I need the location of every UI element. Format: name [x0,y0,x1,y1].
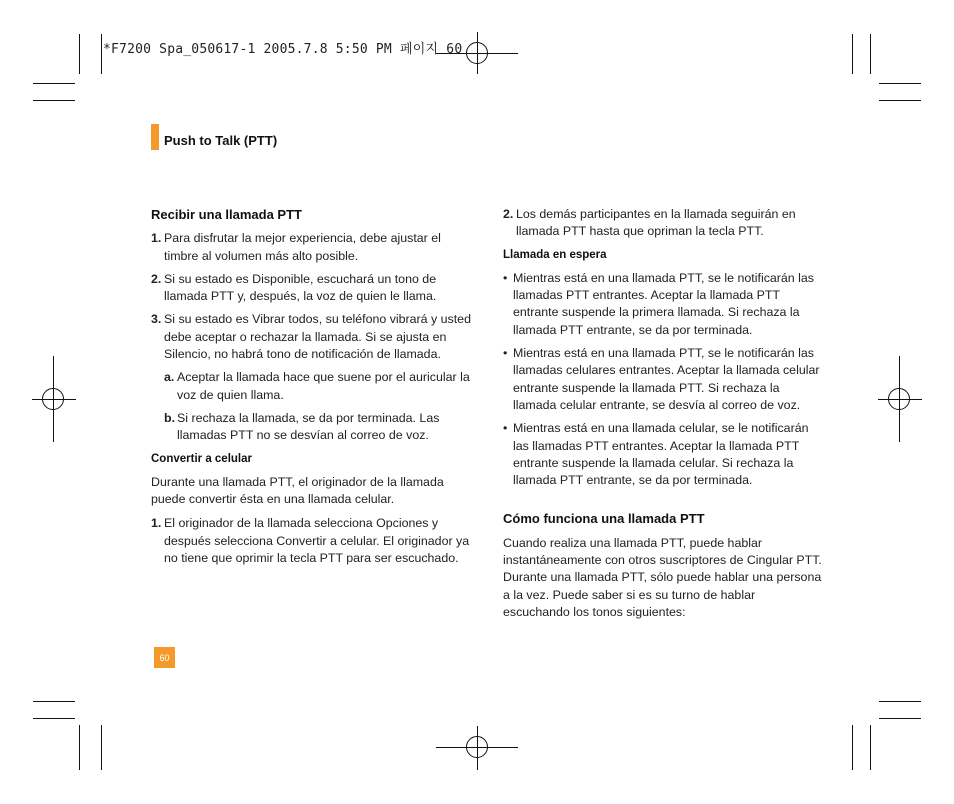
registration-circle [466,736,488,758]
item-number: 2. [151,271,162,286]
paragraph-como-funciona: Cuando realiza una llamada PTT, puede hablar instantáneamente con otros suscriptores de Cingular PTT. Durante una llamada PTT, sólo puede hablar una persona a la vez. Puede saber si es su turno de hablar escuchando los tonos siguientes: [503,535,822,619]
paragraph-convertir: Durante una llamada PTT, el originador de la llamada puede convertir ésta en una llamada celular. [151,474,444,507]
left-column [151,206,471,573]
bullet-text: Mientras está en una llamada PTT, se le notificarán las llamadas PTT entrantes. Aceptar la llamada PTT entrante suspende la primera llamada. Si rechaza la llamada PTT entrante, se da por terminada. [513,270,814,337]
section-marker [151,124,159,150]
subheading-llamada-en-espera: Llamada en espera [503,248,607,261]
item-text: Aceptar la llamada hace que suene por el auricular la voz de quien llama. [177,370,470,402]
list-item [151,230,471,265]
item-text: Si rechaza la llamada, se da por terminada. Las llamadas PTT no se desvían al correo de voz. [177,410,440,443]
item-text: Si su estado es Vibrar todos, su teléfono vibrará y usted debe aceptar o rechazar la llamada. Si se ajusta en Silencio, no habrá tono de notificación de llamada. [164,312,471,362]
list-item [151,311,471,363]
crop-mark [101,34,102,74]
section-title: Push to Talk (PTT) [164,133,278,148]
spacer [503,495,823,510]
right-column [503,206,823,628]
crop-mark [79,725,80,770]
page-number-badge: 60 [154,647,175,668]
bullet-text: Mientras está en una llamada PTT, se le notificarán las llamadas celulares entrantes. Aceptar la llamada celular entrante suspende la llamada PTT. Si rechaza la llamada celular entrante, se desvía al correo de voz. [513,346,820,412]
bullet-item [503,420,823,489]
crop-mark [870,725,871,770]
crop-mark [879,100,921,101]
heading-como-funciona: Cómo funciona una llamada PTT [503,511,705,527]
sub-list-item [164,410,471,445]
crop-mark [33,83,75,84]
bullet-icon: • [503,421,508,436]
crop-mark [33,718,75,719]
registration-circle [466,42,488,64]
item-text: Los demás participantes en la llamada seguirán en llamada PTT hasta que opriman la tecla PTT. [516,207,796,239]
registration-circle [42,388,64,410]
list-item [151,271,471,306]
bullet-icon: • [503,346,508,361]
crop-mark [852,34,853,74]
registration-circle [888,388,910,410]
crop-mark [33,100,75,101]
item-number: 1. [151,516,162,531]
bullet-text: Mientras está en una llamada celular, se le notificarán las llamadas PTT entrantes. Aceptar la llamada PTT entrante suspende la llamada celular. Si rechaza la llamada PTT entrante, se da por terminada. [513,421,809,488]
subheading-convertir: Convertir a celular [151,452,252,465]
heading-recibir: Recibir una llamada PTT [151,207,302,222]
sub-list-item [164,369,471,404]
item-number: 2. [503,207,514,221]
list-item [503,206,823,241]
crop-mark [101,725,102,770]
item-text: Para disfrutar la mejor experiencia, debe ajustar el timbre al volumen más alto posible. [164,231,441,263]
list-item [151,515,471,567]
item-letter: a. [164,370,175,385]
crop-mark [33,701,75,702]
crop-mark [879,718,921,719]
bullet-item [503,270,823,339]
bullet-item [503,345,823,414]
item-number: 1. [151,231,162,246]
print-slug: *F7200 Spa_050617-1 2005.7.8 5:50 PM 페이지 60 [103,42,463,57]
item-text: Si su estado es Disponible, escuchará un tono de llamada PTT y, después, la voz de quien le llama. [164,271,437,304]
crop-mark [870,34,871,74]
crop-mark [879,83,921,84]
crop-mark [879,701,921,702]
item-text: El originador de la llamada selecciona Opciones y después selecciona Convertir a celular. El originador ya no tiene que oprimir la tecla PTT para ser escuchado. [164,516,470,566]
item-number: 3. [151,312,162,327]
bullet-icon: • [503,270,508,285]
crop-mark [852,725,853,770]
crop-mark [79,34,80,74]
item-letter: b. [164,410,176,425]
